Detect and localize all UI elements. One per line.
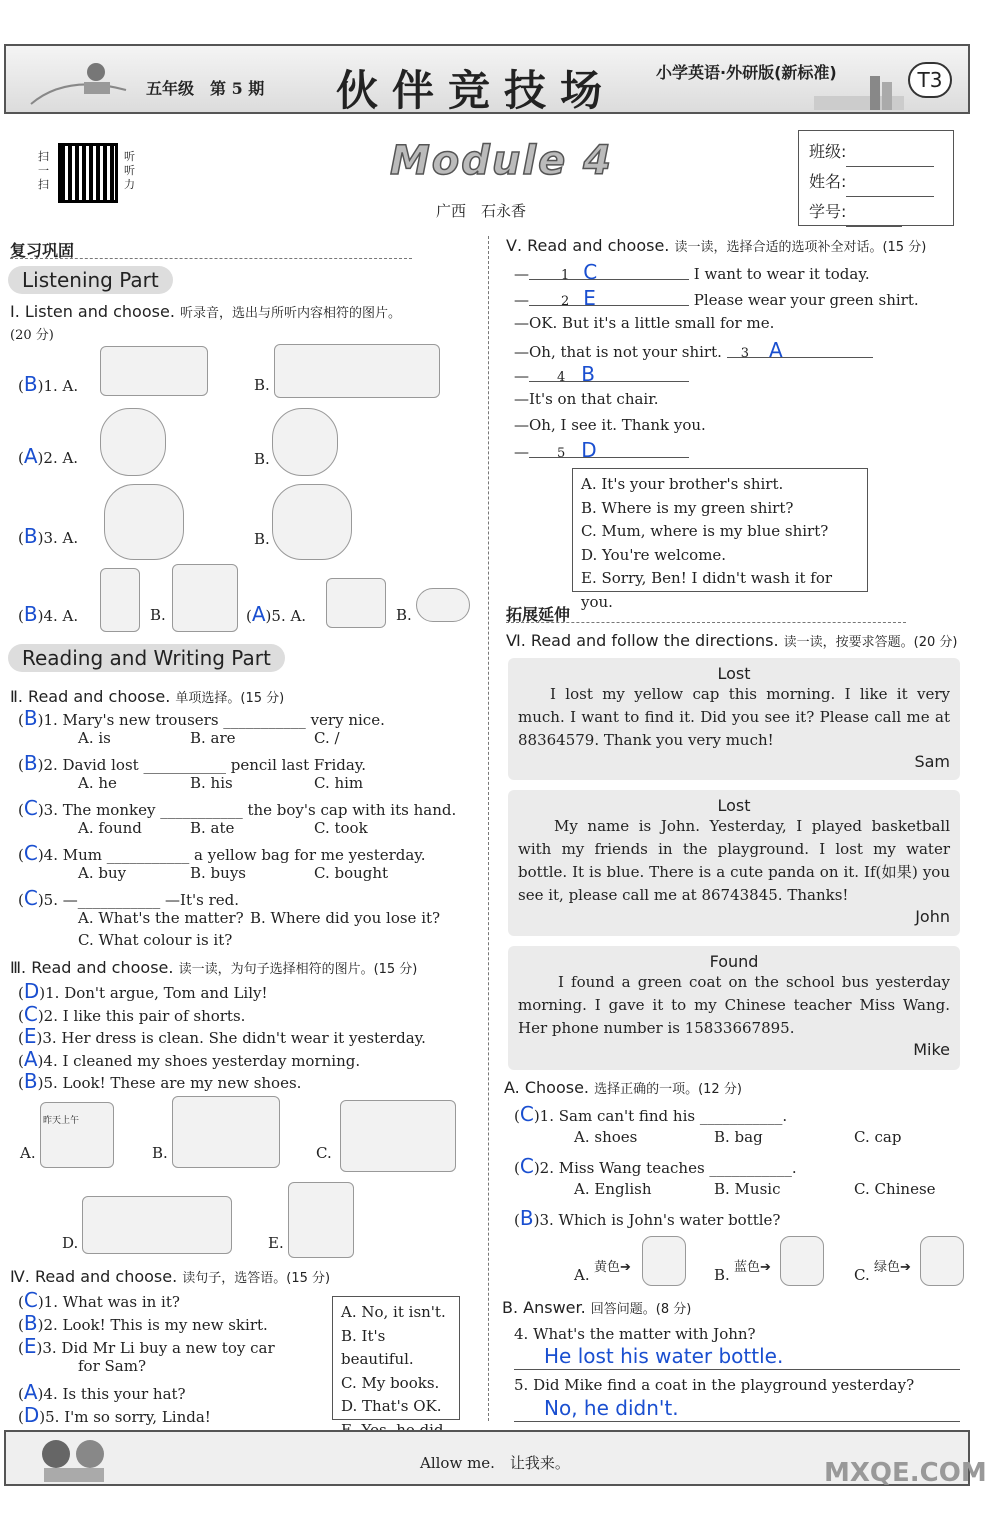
s2-item-5: (C)5. —___________ —It's red. A. What's the matter? B. Where did you lose it? C. What colour is it? xyxy=(18,886,456,953)
option-c: C. / xyxy=(314,729,340,747)
boy-thinking-tshirt-picture xyxy=(100,408,166,476)
s4-item-1: (C)1. What was in it? xyxy=(18,1288,180,1312)
s4-items xyxy=(18,1288,275,1426)
answer: C xyxy=(23,1001,38,1026)
s2-item-4: (C)4. Mum ___________ a yellow bag for me yesterday. A. buy B. buys C. bought xyxy=(18,841,426,882)
s1-score: (20 分) xyxy=(10,328,54,343)
answer: D xyxy=(581,438,597,462)
answer: E xyxy=(23,1334,37,1358)
option-b: B. are xyxy=(190,729,236,747)
yesterday-morning-note: 昨天上午 xyxy=(43,1116,80,1126)
option-a: A. No, it isn't. xyxy=(341,1303,446,1321)
option-b: B. buys xyxy=(190,864,246,882)
s3-pic-label-b: B. xyxy=(152,1144,168,1162)
bottle-label-c: C. xyxy=(854,1266,870,1284)
blank-number: 1 xyxy=(561,268,570,283)
name-field[interactable] xyxy=(846,181,934,197)
option-b-label: B. xyxy=(150,606,166,624)
bed-with-cap-picture xyxy=(100,346,208,396)
notice-title: Lost xyxy=(717,796,751,815)
listen-label: 听听力 xyxy=(124,150,135,191)
option-a: A. shoes xyxy=(574,1128,638,1146)
s6b-title: B. Answer. xyxy=(502,1298,586,1317)
bottle-color-a: 黄色➔ xyxy=(594,1260,631,1275)
item-number: )5. A. xyxy=(265,607,307,625)
notice-text: My name is John. Yesterday, I played basketball with my friends in the playground. I lost my water bottle. It is blue. There is a cute panda on it. If(如果) you see it, please call me at 86743845. Thanks! xyxy=(518,817,950,904)
option-e: E. Sorry, Ben! I didn't wash it for you. xyxy=(581,569,833,611)
number-label: 学号: xyxy=(809,202,847,221)
notice-lost-sam xyxy=(508,658,960,780)
s5-line-6: —It's on that chair. xyxy=(514,390,659,408)
s1-title: Ⅰ. Listen and choose. xyxy=(10,302,175,321)
question: )2. Miss Wang teaches ___________. xyxy=(533,1159,797,1177)
option-c: C. Chinese xyxy=(854,1180,936,1198)
s6a-heading xyxy=(504,1078,742,1097)
s2-item-2: (B)2. David lost ___________ pencil last Friday. A. he B. his C. him xyxy=(18,751,367,792)
yellow-bottle-picture xyxy=(642,1236,686,1286)
option-b-label: B. xyxy=(254,450,270,468)
answer: D xyxy=(23,1403,40,1427)
answer: A xyxy=(23,1380,38,1404)
notice-lost-john xyxy=(508,790,960,936)
option-a: A. It's your brother's shirt. xyxy=(581,475,784,493)
answer: E xyxy=(583,286,596,310)
s5-line-8 xyxy=(514,438,689,461)
s5-heading xyxy=(506,236,926,255)
option-c: C. him xyxy=(314,774,364,792)
option-a: A. buy xyxy=(78,864,127,882)
s2-title: Ⅱ. Read and choose. xyxy=(10,687,171,706)
module-title: Module 4 xyxy=(390,138,613,184)
page-code-badge: T3 xyxy=(908,62,952,98)
s6a-item-1: (C)1. Sam can't find his ___________. A. shoes B. bag C. cap xyxy=(514,1102,902,1146)
notice-title: Lost xyxy=(717,664,751,683)
author: 广西 石永香 xyxy=(436,202,527,220)
item-number: )3. A. xyxy=(37,529,79,547)
blank-number: 2 xyxy=(561,294,570,309)
green-bottle-picture xyxy=(920,1236,964,1286)
s3-items xyxy=(18,979,426,1092)
s4-title: Ⅳ. Read and choose. xyxy=(10,1267,178,1286)
girl-on-book-icon xyxy=(26,54,136,110)
extend-rule xyxy=(506,622,906,623)
s3-pic-label-c: C. xyxy=(316,1144,332,1162)
option-b: B. ate xyxy=(190,819,235,837)
s6-instruction: 读一读，按要求答题。(20 分) xyxy=(783,635,958,650)
notice-signature: John xyxy=(915,907,950,926)
option-a: A. What's the matter? xyxy=(78,909,244,927)
line-text: I want to wear it today. xyxy=(693,265,870,283)
answer: B xyxy=(23,524,38,548)
blank-number: 5 xyxy=(557,446,566,461)
sneakers-picture xyxy=(326,578,386,628)
answer: B xyxy=(581,362,596,386)
question: )4. Is this your hat? xyxy=(37,1385,186,1403)
watermark: MXQE.COM xyxy=(824,1458,987,1488)
girl-with-dress-picture xyxy=(288,1182,354,1258)
answer: B xyxy=(23,1311,38,1335)
answer: C xyxy=(23,796,38,820)
dash: — xyxy=(514,291,529,309)
notice-title: Found xyxy=(709,952,759,971)
option-b: B. Where did you lose it? xyxy=(250,909,441,927)
answer: C xyxy=(519,1102,534,1126)
s2-items xyxy=(18,706,456,953)
bottle-label-a: A. xyxy=(574,1266,590,1284)
s5-options-box xyxy=(572,468,868,611)
question: )3. Which is John's water bottle? xyxy=(533,1211,781,1229)
color-text: 蓝色 xyxy=(734,1260,761,1275)
s6a-items xyxy=(514,1102,936,1232)
option-b-label: B. xyxy=(254,376,270,394)
item-number: )1. A. xyxy=(37,377,79,395)
page-footer xyxy=(4,1430,987,1488)
question: )5. Look! These are my new shoes. xyxy=(37,1074,302,1092)
s4-options-box xyxy=(332,1296,460,1420)
s3-pic-label-a: A. xyxy=(20,1144,36,1162)
s5-line-3: —OK. But it's a little small for me. xyxy=(514,314,775,332)
option-b-label: B. xyxy=(396,606,412,624)
s4-instruction: 读句子，选答语。(15 分) xyxy=(182,1271,331,1286)
bottle-color-b: 蓝色➔ xyxy=(734,1260,771,1275)
option-c: C. What colour is it? xyxy=(78,931,233,949)
line-text: —Oh, that is not your shirt. xyxy=(514,343,722,361)
s1-item-5: (A)5. A. xyxy=(246,602,307,626)
question: )2. David lost ___________ pencil last Friday. xyxy=(37,756,367,774)
option-b: B. bag xyxy=(714,1128,763,1146)
name-label: 姓名: xyxy=(809,172,847,191)
item-number: )2. A. xyxy=(37,449,79,467)
clothesline-picture xyxy=(274,344,440,398)
s5-title: Ⅴ. Read and choose. xyxy=(506,236,670,255)
s5-line-1 xyxy=(514,260,870,283)
answer: B xyxy=(519,1206,534,1230)
s3-item-1: (D)1. Don't argue, Tom and Lily! xyxy=(18,979,268,1003)
option-c: C. took xyxy=(314,819,368,837)
answer: E xyxy=(23,1024,37,1048)
answer: A xyxy=(251,602,266,626)
answer: A xyxy=(768,338,783,362)
kids-new-shoes-picture xyxy=(172,1096,280,1168)
answer: D xyxy=(23,979,40,1003)
question: )2. I like this pair of shorts. xyxy=(37,1006,246,1025)
s3-item-2: (C)2. I like this pair of shorts. xyxy=(18,1001,246,1026)
s2-item-3: (C)3. The monkey ___________ the boy's cap with its hand. A. found B. ate C. took xyxy=(18,796,457,837)
answer: C xyxy=(23,886,38,910)
option-a: A. he xyxy=(78,774,117,792)
review-heading: 复习巩固 xyxy=(10,241,75,260)
s1-item-1: (B)1. A. xyxy=(18,372,79,396)
s2-heading xyxy=(10,687,284,706)
dash: — xyxy=(514,367,529,385)
woman-with-cake-picture xyxy=(172,564,238,632)
s3-pic-label-e: E. xyxy=(268,1234,284,1252)
notice-signature: Sam xyxy=(914,752,950,771)
s2-instruction: 单项选择。(15 分) xyxy=(175,691,285,706)
bottle-color-c: 绿色➔ xyxy=(874,1260,911,1275)
question: )4. I cleaned my shoes yesterday morning. xyxy=(37,1051,361,1070)
grade: 五年级 xyxy=(146,79,195,98)
review-rule xyxy=(10,258,412,259)
question: )4. Mum ___________ a yellow bag for me yesterday. xyxy=(37,846,426,864)
blank-number: 3 xyxy=(740,346,749,361)
blue-panda-bottle-picture xyxy=(780,1236,824,1286)
option-c: C. bought xyxy=(314,864,389,882)
question: )3. The monkey ___________ the boy's cap with its hand. xyxy=(37,801,457,819)
boy-thinking-sweater-picture xyxy=(272,408,338,476)
option-b-label: B. xyxy=(254,530,270,548)
s3-heading xyxy=(10,958,417,977)
notice-text: I lost my yellow cap this morning. I like it very much. I want to find it. Did you see it? Please call me at 88364579. Thank you very much! xyxy=(518,685,950,749)
girl-thinking-pants-picture xyxy=(104,484,184,560)
notice-signature: Mike xyxy=(913,1040,950,1059)
subject-label: 小学英语·外研版(新标准) xyxy=(656,63,837,82)
s4-item-4: (A)4. Is this your hat? xyxy=(18,1380,186,1404)
s6b-instruction: 回答问题。(8 分) xyxy=(590,1302,692,1317)
s6b-question-5: 5. Did Mike find a coat in the playground yesterday? xyxy=(514,1376,915,1394)
option-a: A. is xyxy=(78,729,111,747)
answer: C xyxy=(23,841,38,865)
girl-thinking-shorts-picture xyxy=(272,484,352,560)
s6-heading xyxy=(506,631,957,650)
kids-mascot-icon xyxy=(36,1434,110,1484)
boy-with-book-picture xyxy=(100,568,140,632)
s1-item-4: (B)4. A. xyxy=(18,602,79,626)
question: )1. Mary's new trousers ___________ very nice. xyxy=(37,711,385,729)
answer: A xyxy=(23,444,38,468)
question-cont: for Sam? xyxy=(78,1357,147,1375)
s6a-item-2: (C)2. Miss Wang teaches ___________. A. English B. Music C. Chinese xyxy=(514,1154,936,1198)
s6a-item-3: (B)3. Which is John's water bottle? xyxy=(514,1206,781,1230)
answer: C xyxy=(519,1154,534,1178)
option-b: B. Music xyxy=(714,1180,781,1198)
books-icon xyxy=(814,76,904,112)
s3-item-5: (B)5. Look! These are my new shoes. xyxy=(18,1069,302,1093)
question: )2. Look! This is my new skirt. xyxy=(37,1316,268,1334)
class-label: 班级: xyxy=(809,142,847,161)
option-c: C. Mum, where is my blue shirt? xyxy=(581,522,829,540)
option-d: D. You're welcome. xyxy=(581,545,727,564)
answer: B xyxy=(23,372,38,396)
option-b: B. It's beautiful. xyxy=(341,1326,414,1368)
s1-item-2: (A)2. A. xyxy=(18,444,79,468)
bottle-label-b: B. xyxy=(714,1266,730,1284)
column-divider xyxy=(488,236,489,1421)
option-b: B. Where is my green shirt? xyxy=(581,498,794,517)
question: )1. Don't argue, Tom and Lily! xyxy=(39,984,268,1002)
s3-title: Ⅲ. Read and choose. xyxy=(10,958,174,977)
question: )5. I'm so sorry, Linda! xyxy=(39,1408,211,1426)
footer-motto: Allow me. 让我来。 xyxy=(420,1454,570,1472)
answer: C xyxy=(23,1288,38,1312)
s3-pic-label-d: D. xyxy=(62,1234,79,1252)
s6b-question-4: 4. What's the matter with John? xyxy=(514,1325,756,1343)
question: )1. Sam can't find his ___________. xyxy=(533,1107,788,1125)
option-c: C. My books. xyxy=(341,1373,440,1392)
s5-line-5 xyxy=(514,362,689,385)
color-text: 绿色 xyxy=(874,1260,901,1275)
option-c: C. cap xyxy=(854,1128,902,1146)
answer: B xyxy=(23,751,38,775)
s6b-answer-4[interactable]: He lost his water bottle. xyxy=(514,1344,960,1370)
dash: — xyxy=(514,265,529,283)
issue: 第 5 期 xyxy=(210,79,265,98)
answer: A xyxy=(23,1046,38,1071)
s1-instruction: 听录音，选出与所听内容相符的图片。 xyxy=(180,306,402,321)
girl-cleaning-shoes-picture xyxy=(40,1102,114,1168)
s3-item-3: (E)3. Her dress is clean. She didn't wear it yesterday. xyxy=(18,1024,426,1048)
s5-line-7: —Oh, I see it. Thank you. xyxy=(514,416,706,434)
page-header xyxy=(4,44,970,114)
grade-issue xyxy=(146,76,264,99)
s3-instruction: 读一读，为句子选择相符的图片。(15 分) xyxy=(178,962,418,977)
s5-line-4 xyxy=(514,338,873,361)
option-d: D. That's OK. xyxy=(341,1397,442,1415)
newspaper-title: 伙伴竞技场 xyxy=(336,66,617,115)
color-text: 黄色 xyxy=(594,1260,621,1275)
question: )3. Did Mr Li buy a new toy car xyxy=(36,1339,275,1357)
extend-heading: 拓展延伸 xyxy=(506,605,571,624)
s6a-instruction: 选择正确的一项。(12 分) xyxy=(594,1082,742,1097)
line-text: Please wear your green shirt. xyxy=(693,291,919,309)
answer: C xyxy=(583,260,598,284)
question: )3. Her dress is clean. She didn't wear it yesterday. xyxy=(36,1029,426,1047)
scan-label: 扫一扫 xyxy=(38,150,49,191)
option-b: B. his xyxy=(190,774,233,792)
listening-part-banner: Listening Part xyxy=(8,266,173,294)
s1-item-3: (B)3. A. xyxy=(18,524,79,548)
qr-code-icon[interactable] xyxy=(58,143,118,203)
s3-item-4: (A)4. I cleaned my shoes yesterday morning. xyxy=(18,1046,361,1071)
s4-item-2: (B)2. Look! This is my new skirt. xyxy=(18,1311,268,1335)
s6a-title: A. Choose. xyxy=(504,1078,589,1097)
s5-instruction: 读一读，选择合适的选项补全对话。(15 分) xyxy=(674,240,927,255)
s6b-heading xyxy=(502,1298,691,1317)
class-field[interactable] xyxy=(846,151,934,167)
option-a: A. English xyxy=(574,1180,652,1198)
item-number: )4. A. xyxy=(37,607,79,625)
s1-heading xyxy=(10,302,401,321)
notice-found-mike xyxy=(508,946,960,1070)
number-field[interactable] xyxy=(846,211,902,227)
slippers-picture xyxy=(416,588,470,622)
question: )1. What was in it? xyxy=(37,1293,180,1311)
student-info-box xyxy=(798,130,954,226)
dash: — xyxy=(514,443,529,461)
option-a: A. found xyxy=(78,819,142,837)
s5-line-2 xyxy=(514,286,919,309)
s4-item-3: (E)3. Did Mr Li buy a new toy car xyxy=(18,1334,275,1358)
s6b-answer-5[interactable]: No, he didn't. xyxy=(514,1396,960,1422)
answer: B xyxy=(23,602,38,626)
clothes-rack-picture xyxy=(340,1100,456,1172)
question: )5. —___________ —It's red. xyxy=(37,891,239,909)
answer: B xyxy=(23,706,38,730)
answer: B xyxy=(23,1069,38,1093)
s4-heading xyxy=(10,1267,330,1286)
kids-arguing-picture xyxy=(82,1196,232,1254)
s4-item-5: (D)5. I'm so sorry, Linda! xyxy=(18,1403,211,1427)
s6-title: Ⅵ. Read and follow the directions. xyxy=(506,631,779,650)
notice-text: I found a green coat on the school bus yesterday morning. I gave it to my Chinese teacher Miss Wang. Her phone number is 15833667895. xyxy=(518,973,950,1037)
blank-number: 4 xyxy=(557,370,566,385)
bottle-options xyxy=(574,1232,974,1292)
s2-item-1: (B)1. Mary's new trousers ___________ very nice. A. is B. are C. / xyxy=(18,706,385,747)
reading-writing-banner: Reading and Writing Part xyxy=(8,644,285,672)
